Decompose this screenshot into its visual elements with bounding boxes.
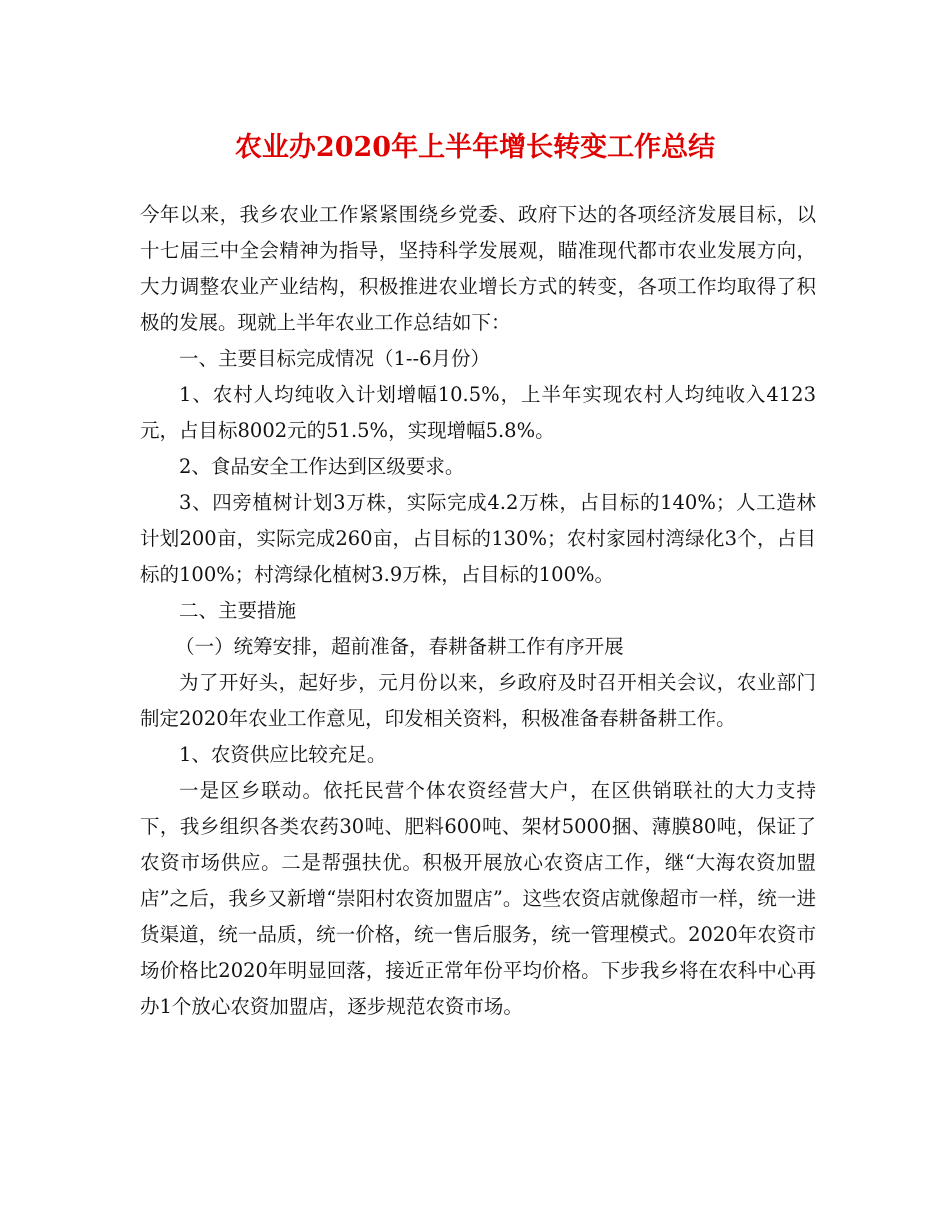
- paragraph-supply-heading: 1、农资供应比较充足。: [179, 743, 387, 766]
- document-body: [140, 197, 816, 1025]
- section-heading-2: 二、主要措施: [179, 599, 297, 622]
- paragraph-item-2: 2、食品安全工作达到区级要求。: [179, 455, 465, 478]
- paragraph-item-1: 1、农村人均纯收入计划增幅10.5%，上半年实现农村人均纯收入4123元，占目标8002元的51.5%，实现增幅5.8%。: [140, 383, 816, 442]
- paragraph-supply-detail: 一是区乡联动。依托民营个体农资经营大户，在区供销联社的大力支持下，我乡组织各类农药30吨、肥料600吨、架材5000捆、薄膜80吨，保证了农资市场供应。二是帮强扶优。积极开展放心农资店工作，继“大海农资加盟店”之后，我乡又新增“崇阳村农资加盟店”。这些农资店就像超市一样，统一进货渠道，统一品质，统一价格，统一售后服务，统一管理模式。2020年农资市场价格比2020年明显回落，接近正常年份平均价格。下步我乡将在农科中心再办1个放心农资加盟店，逐步规范农资市场。: [140, 779, 816, 1018]
- paragraph-spring-prep: 为了开好头，起好步，元月份以来，乡政府及时召开相关会议，农业部门制定2020年农业工作意见，印发相关资料，积极准备春耕备耕工作。: [140, 671, 816, 730]
- paragraph-item-3: 3、四旁植树计划3万株，实际完成4.2万株，占目标的140%；人工造林计划200亩，实际完成260亩，占目标的130%；农村家园村湾绿化3个，占目标的100%；村湾绿化植树3.9万株，占目标的100%。: [140, 491, 816, 586]
- paragraph-intro: 今年以来，我乡农业工作紧紧围绕乡党委、政府下达的各项经济发展目标，以十七届三中全会精神为指导，坚持科学发展观，瞄准现代都市农业发展方向，大力调整农业产业结构，积极推进农业增长方式的转变，各项工作均取得了积极的发展。现就上半年农业工作总结如下：: [140, 203, 816, 334]
- section-heading-1: 一、主要目标完成情况（1--6月份）: [179, 347, 490, 370]
- subsection-heading-1: （一）统筹安排，超前准备，春耕备耕工作有序开展: [175, 635, 624, 658]
- document-title: 农业办2020年上半年增长转变工作总结: [234, 132, 716, 163]
